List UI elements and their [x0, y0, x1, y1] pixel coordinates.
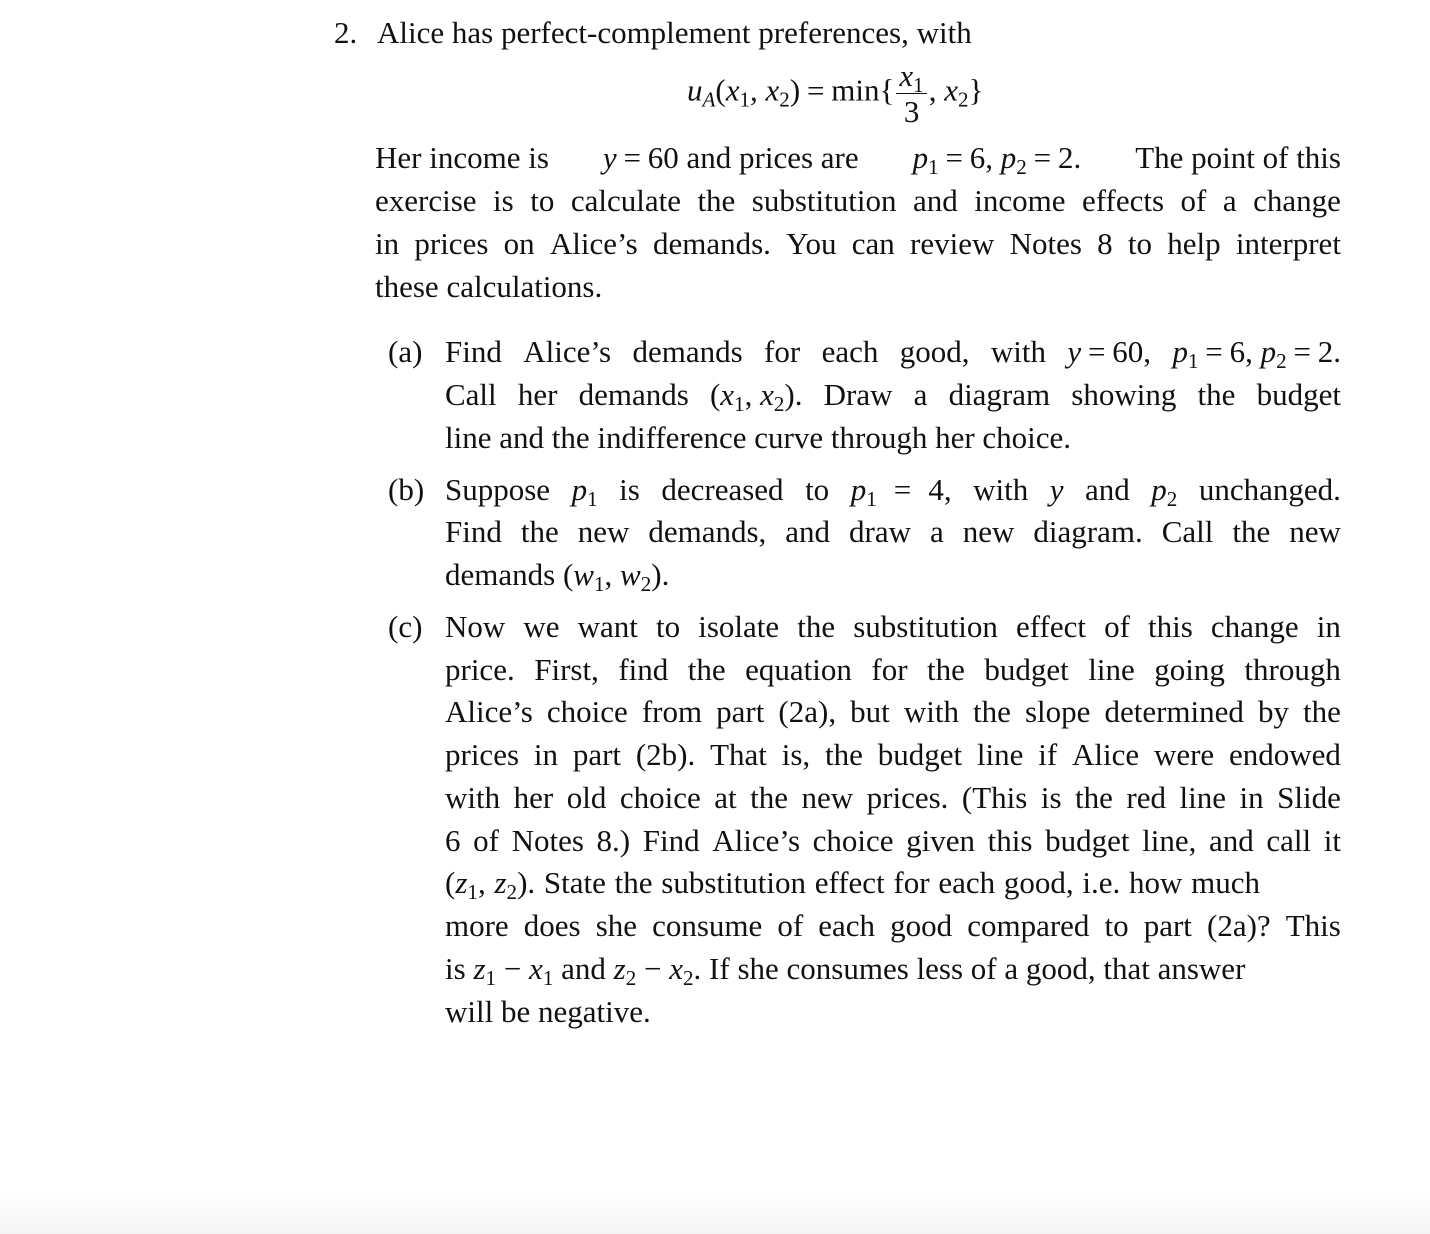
problem-number: 2. — [334, 15, 358, 50]
part-line: Suppose $p_1$ is decreased to $p_1 = 4$, with y and $p_2$ unchanged. — [445, 472, 1341, 511]
part-line: prices in part (2b). That is, the budget line if Alice were endowed — [445, 737, 1341, 772]
part-line: price. First, find the equation for the budget line going through — [445, 652, 1341, 687]
part-label: (c) — [388, 609, 423, 644]
part-label: (b) — [388, 472, 425, 507]
part-line: line and the indifference curve through her choice. — [445, 420, 1072, 455]
part-line: demands ($w_1$, $w_2$). — [445, 557, 670, 596]
part-line: Find Alice’s demands for each good, with y = 60, $p_1 = 6$, $p_2 = 2$. — [445, 334, 1341, 373]
part-line: will be negative. — [445, 994, 651, 1029]
problem-intro: Alice has perfect-complement preferences, with — [377, 15, 972, 50]
part-line: more does she consume of each good compared to part (2a)? This — [445, 908, 1341, 943]
part-line: with her old choice at the new prices. (This is the red line in Slide — [445, 780, 1341, 815]
part-line: 6 of Notes 8.) Find Alice’s choice given this budget line, and call it — [445, 823, 1341, 858]
part-line: ($z_1$, $z_2$). State the substitution effect for each good, i.e. how much — [445, 865, 1260, 904]
part-label: (a) — [388, 334, 423, 369]
fraction: $\frac{x_1}{3}$ — [896, 60, 926, 127]
part-line: Call her demands ($x_1$, $x_2$). Draw a diagram showing the budget — [445, 377, 1341, 416]
utility-equation: $u_A(x_1$, $x_2) = \min${ $\frac{x_1}{3}$ , $x_2$} — [687, 58, 984, 129]
page-bottom-shade — [0, 1194, 1430, 1234]
part-line: Now we want to isolate the substitution effect of this change in — [445, 609, 1341, 644]
min-operator: min — [831, 72, 880, 108]
part-line: Alice’s choice from part (2a), but with the slope determined by the — [445, 694, 1341, 729]
paragraph-line: these calculations. — [375, 269, 603, 304]
paragraph-line: in prices on Alice’s demands. You can review Notes 8 to help interpret — [375, 226, 1341, 261]
problem-heading — [334, 15, 972, 51]
part-line: is $z_1 - x_1$ and $z_2 - x_2$. If she consumes less of a good, that answer — [445, 951, 1246, 990]
paragraph-line: Her income is y = 60 and prices are $p_1 = 6$, $p_2 = 2$. The point of this — [375, 140, 1341, 179]
part-line: Find the new demands, and draw a new diagram. Call the new — [445, 514, 1341, 549]
paragraph-line: exercise is to calculate the substitution and income effects of a change — [375, 183, 1341, 218]
